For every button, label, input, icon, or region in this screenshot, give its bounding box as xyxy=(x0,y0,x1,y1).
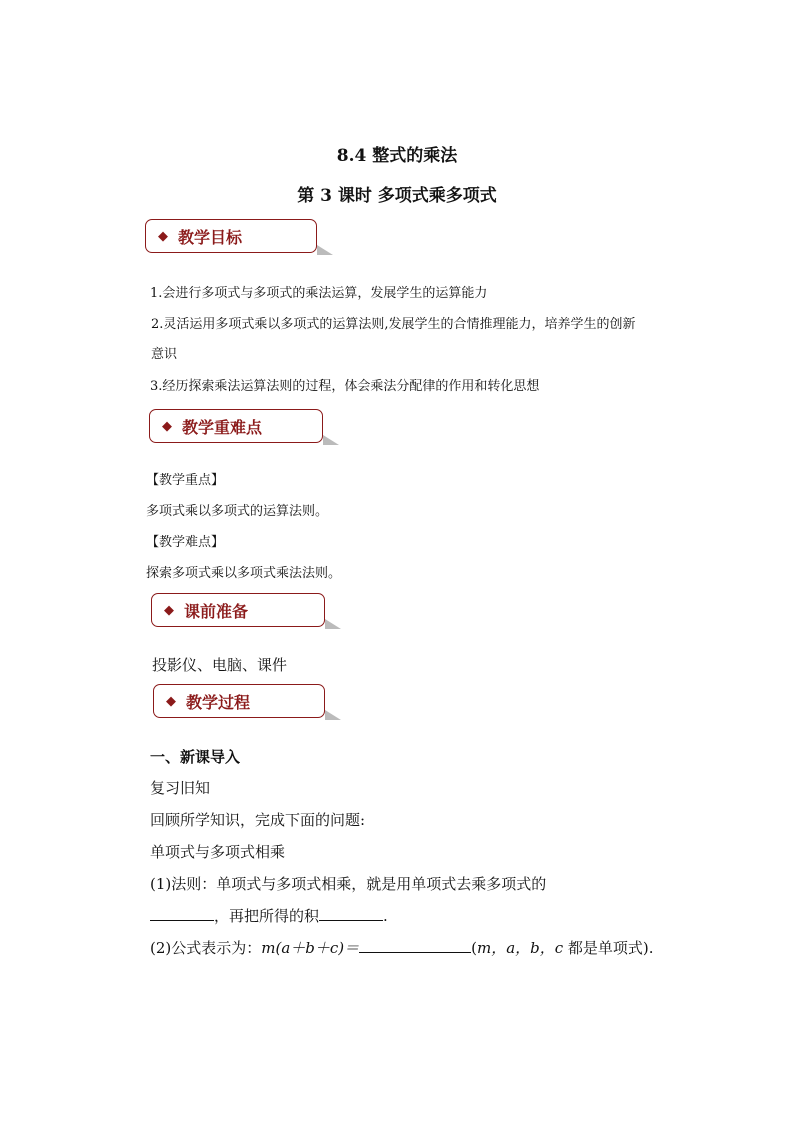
review-label: 复习旧知 xyxy=(150,779,211,797)
difficulty-label: 【教学难点】 xyxy=(146,535,225,550)
diamond-bullet-icon: ◆ xyxy=(158,228,168,244)
question-2-line xyxy=(150,937,654,958)
answer-blank[interactable] xyxy=(150,906,214,921)
instruction-text: 回顾所学知识，完成下面的问题: xyxy=(150,811,366,829)
diamond-bullet-icon: ◆ xyxy=(162,418,172,434)
answer-blank[interactable] xyxy=(319,906,383,921)
diamond-bullet-icon: ◆ xyxy=(164,602,174,618)
section-corner-shadow xyxy=(325,619,341,629)
topic-text: 单项式与多项式相乘 xyxy=(150,843,286,861)
objective-item-3: 3.经历探索乘法运算法则的过程，体会乘法分配律的作用和转化思想 xyxy=(150,379,540,394)
question-1-line-1: (1)法则：单项式与多项式相乘，就是用单项式去乘多项式的 xyxy=(150,875,547,893)
section-process-title: 教学过程 xyxy=(186,692,251,712)
section-corner-shadow xyxy=(317,245,333,255)
question-2-paren-open: ( xyxy=(471,939,477,957)
formula-variables: m，a，b，c xyxy=(476,939,564,957)
objective-item-2-line-2: 意识 xyxy=(151,347,178,362)
difficulty-text: 探索多项式乘以多项式乘法法则。 xyxy=(146,566,342,581)
objective-item-2-line-1: 2.灵活运用多项式乘以多项式的运算法则,发展学生的合情推理能力，培养学生的创新 xyxy=(151,317,636,332)
section-preparation-header xyxy=(151,593,325,627)
formula-expression: m(a＋b＋c)＝ xyxy=(261,939,360,957)
question-2-suffix: 都是单项式). xyxy=(563,939,654,957)
section-preparation-title: 课前准备 xyxy=(184,601,249,621)
diamond-bullet-icon: ◆ xyxy=(166,693,176,709)
section-corner-shadow xyxy=(323,435,339,445)
question-2-prefix: (2)公式表示为： xyxy=(150,939,262,957)
focus-label: 【教学重点】 xyxy=(146,473,225,488)
question-1-line-2 xyxy=(150,905,388,926)
focus-text: 多项式乘以多项式的运算法则。 xyxy=(146,504,329,519)
document-title: 8.4 整式的乘法 xyxy=(336,146,458,166)
process-heading: 一、新课导入 xyxy=(150,748,241,766)
question-1-end: . xyxy=(383,907,388,925)
answer-blank[interactable] xyxy=(359,938,471,953)
lesson-subtitle: 第 3 课时 多项式乘多项式 xyxy=(297,186,497,206)
preparation-text: 投影仪、电脑、课件 xyxy=(152,656,288,674)
section-key-points-header xyxy=(149,409,323,443)
section-objectives-title: 教学目标 xyxy=(178,227,243,247)
section-corner-shadow xyxy=(325,710,341,720)
objective-item-1: 1.会进行多项式与多项式的乘法运算，发展学生的运算能力 xyxy=(150,286,488,301)
section-key-points-title: 教学重难点 xyxy=(182,417,263,437)
question-1-middle-text: ，再把所得的积 xyxy=(214,907,320,925)
section-process-header xyxy=(153,684,325,718)
section-objectives-header xyxy=(145,219,317,253)
